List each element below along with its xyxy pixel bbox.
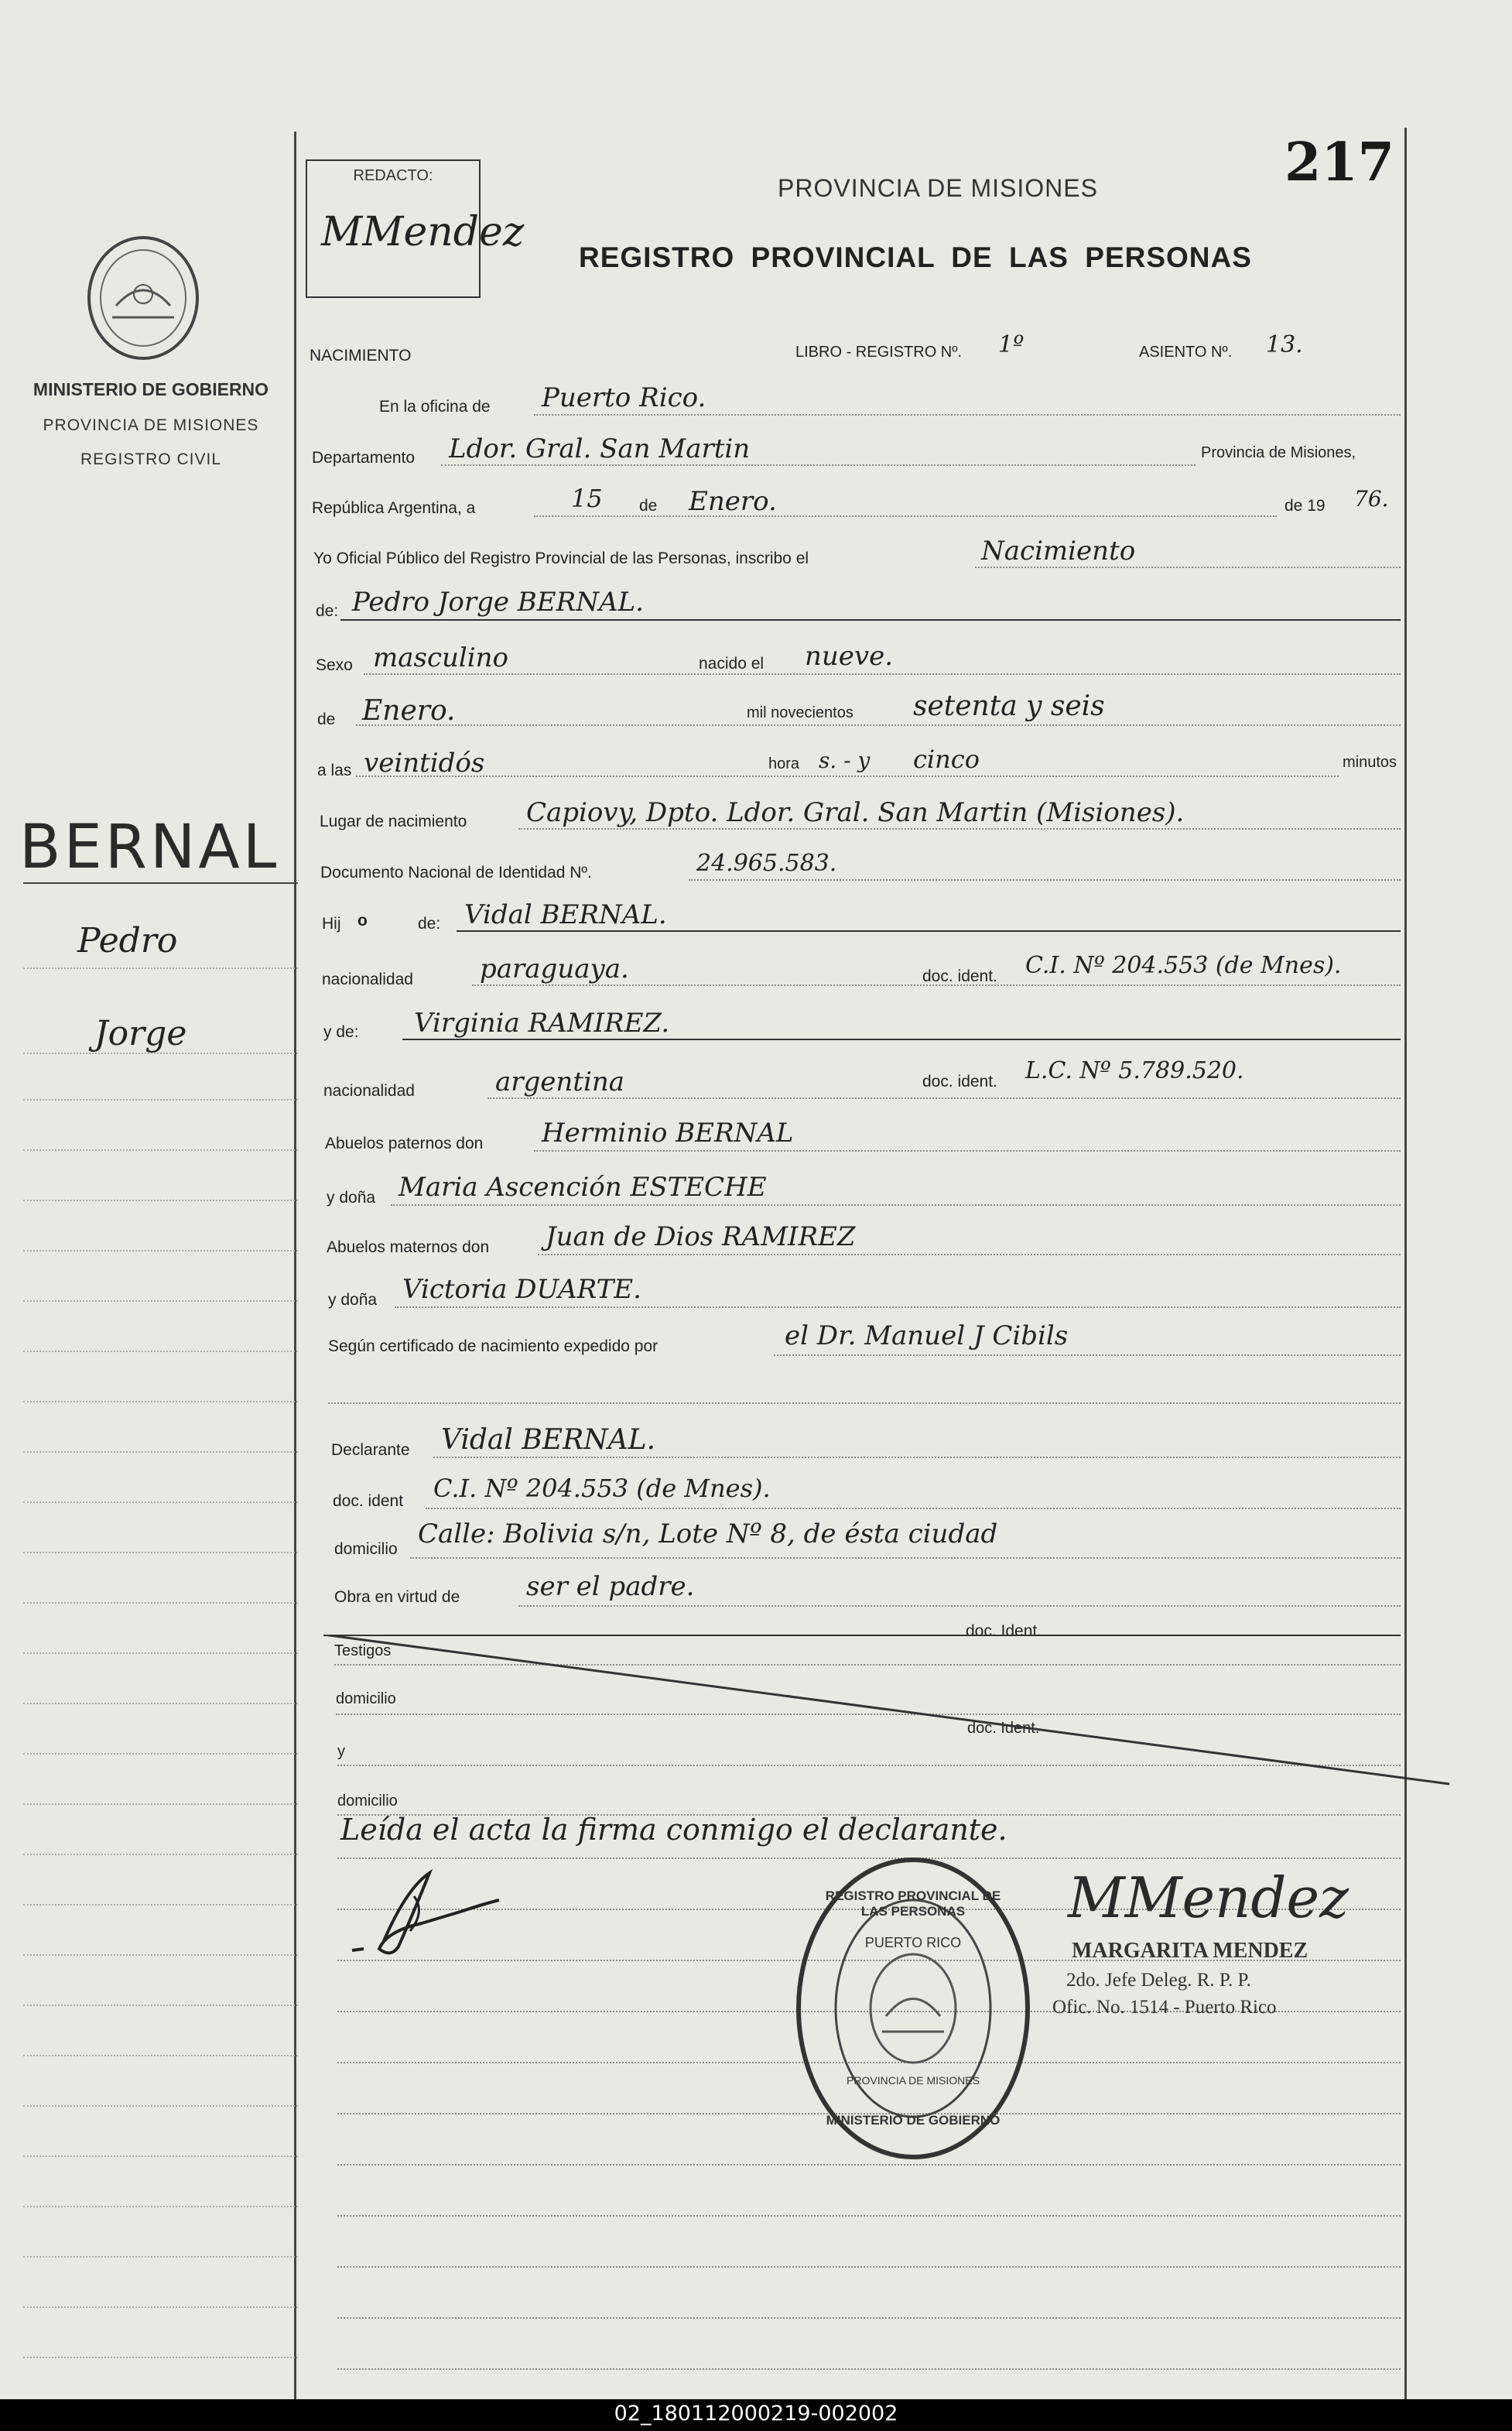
margin-rule — [23, 1099, 298, 1101]
row-dotted-line — [391, 1204, 1401, 1206]
margin-rule — [23, 967, 298, 969]
paternal-grandmother-label: y doña — [327, 1189, 376, 1207]
page-number: 217 — [1285, 132, 1394, 193]
mother-yde-label: y de: — [323, 1023, 359, 1041]
official-office: Ofic. No. 1514 - Puerto Rico — [1052, 1997, 1277, 2018]
birth-month-value: Enero. — [362, 695, 456, 727]
libro-value: 1º — [998, 331, 1025, 358]
margin-rule — [23, 2155, 298, 2157]
row-dotted-line — [410, 1557, 1401, 1559]
footer-filename: 02_180112000219-002002 — [614, 2402, 898, 2426]
margin-rule — [23, 1854, 298, 1855]
declarant-value: Vidal BERNAL. — [441, 1424, 656, 1456]
child-name-value: Pedro Jorge BERNAL. — [352, 587, 644, 618]
dni-value: 24.965.583. — [696, 850, 837, 877]
asiento-value: 13. — [1266, 331, 1303, 358]
nacido-label: nacido el — [699, 655, 765, 673]
year-label: de 19 — [1285, 497, 1326, 515]
row-dotted-line — [975, 567, 1401, 568]
declarant-address-label: domicilio — [334, 1540, 398, 1558]
margin-rule — [23, 1803, 298, 1805]
row-dotted-line — [337, 2368, 1401, 2370]
lugar-value: Capiovy, Dpto. Ldor. Gral. San Martin (Misiones). — [526, 797, 1185, 828]
name-de-label: de: — [316, 602, 339, 620]
hijo-de-label: de: — [418, 915, 441, 933]
oficial-label: Yo Oficial Público del Registro Provincial de las Personas, inscribo el — [313, 550, 809, 567]
witness1-address-label: domicilio — [336, 1690, 396, 1707]
witnesses-label: Testigos — [334, 1642, 392, 1659]
margin-rule — [23, 882, 298, 884]
margin-rule — [23, 1954, 298, 1956]
stamp-outer-text: REGISTRO PROVINCIAL DE LAS PERSONAS — [825, 1888, 1001, 1919]
libro-label: LIBRO - REGISTRO Nº. — [795, 344, 963, 361]
right-border-line — [1404, 128, 1407, 2399]
oficina-value: Puerto Rico. — [542, 382, 706, 413]
row-dotted-line — [356, 776, 1339, 777]
hour-value: veintidós — [364, 748, 485, 779]
margin-rule — [23, 1149, 298, 1151]
margin-rule — [23, 1652, 298, 1654]
name-underline — [340, 619, 1401, 621]
maternal-grandmother-label: y doña — [328, 1291, 378, 1309]
redacto-signature: MMendez — [321, 209, 525, 255]
margin-rule — [23, 1053, 298, 1054]
obra-value: ser el padre. — [526, 1571, 695, 1602]
de-label: de — [639, 497, 658, 515]
row-dotted-line — [337, 2215, 1401, 2217]
margin-rule — [23, 1300, 298, 1302]
redacto-label: REDACTO: — [353, 167, 433, 184]
margin-rule — [23, 2206, 298, 2207]
certificate-label: Según certificado de nacimiento expedido por — [328, 1337, 659, 1355]
margin-rule — [23, 1753, 298, 1755]
row-dotted-line — [534, 515, 1277, 517]
hora-label: hora — [768, 755, 800, 772]
mother-nationality-value: argentina — [495, 1067, 625, 1097]
oficina-label: En la oficina de — [379, 398, 491, 416]
departamento-label: Departamento — [312, 449, 416, 467]
margin-rule — [23, 2306, 298, 2308]
hora-mid-value: s. - y — [819, 748, 871, 773]
margin-rule — [23, 2357, 298, 2358]
mother-value: Virginia RAMIREZ. — [414, 1008, 670, 1039]
margin-rule — [23, 2005, 298, 2006]
declarant-doc-label: doc. ident — [333, 1492, 404, 1510]
witness-y-label: y — [337, 1743, 345, 1760]
margin-rule — [23, 2055, 298, 2056]
stamp-inner-top-text: PUERTO RICO — [864, 1935, 962, 1950]
stamp-inner-bottom-text: PROVINCIA DE MISIONES — [847, 2074, 980, 2087]
row-dotted-line — [364, 673, 1401, 675]
declarant-signature-icon — [337, 1857, 507, 1966]
stamp-bottom-text: MINISTERIO DE GOBIERNO — [826, 2113, 1001, 2128]
father-underline — [457, 930, 1401, 932]
declarant-label: Declarante — [331, 1441, 410, 1459]
row-dotted-line — [487, 1097, 1401, 1099]
mil-label: mil novecientos — [747, 704, 853, 721]
mother-underline — [402, 1039, 1401, 1040]
mother-doc-value: L.C. Nº 5.789.520. — [1025, 1057, 1244, 1084]
row-dotted-line — [534, 414, 1401, 416]
paternal-grandmother-value: Maria Ascención ESTECHE — [399, 1172, 767, 1203]
header-province: PROVINCIA DE MISIONES — [778, 174, 1098, 202]
row-dotted-line — [538, 1254, 1401, 1255]
row-dotted-line — [337, 2317, 1401, 2319]
margin-rule — [23, 1703, 298, 1704]
father-nationality-value: paraguaya. — [480, 954, 629, 984]
oficial-value: Nacimiento — [981, 536, 1136, 567]
margin-rule — [23, 1904, 298, 1905]
margin-rule — [23, 1250, 298, 1251]
row-dotted-line — [426, 1508, 1401, 1509]
header-registry: REGISTRO PROVINCIAL DE LAS PERSONAS — [579, 241, 1252, 273]
father-doc-label: doc. ident. — [922, 967, 997, 985]
row-dotted-line — [433, 1457, 1401, 1458]
ministry-registry: REGISTRO CIVIL — [80, 450, 222, 468]
margin-rule — [23, 2105, 298, 2107]
sexo-label: Sexo — [316, 656, 353, 674]
margin-rule — [23, 1501, 298, 1503]
strike-through-line — [323, 1635, 1453, 1789]
act-type-label: NACIMIENTO — [310, 347, 412, 365]
hijo-label: Hij — [322, 915, 341, 933]
day-value: 15 — [571, 484, 603, 513]
row-dotted-line — [395, 1306, 1401, 1308]
maternal-grandfather-label: Abuelos maternos don — [327, 1238, 490, 1256]
sexo-value: masculino — [373, 642, 509, 673]
row-dotted-line — [472, 984, 1401, 986]
republica-label: República Argentina, a — [312, 499, 476, 517]
margin-rule — [23, 2256, 298, 2258]
margin-rule — [23, 1351, 298, 1352]
row-dotted-line — [356, 724, 1401, 726]
margin-rule — [23, 1602, 298, 1604]
row-dotted-line — [689, 879, 1401, 881]
row-dotted-line — [518, 1605, 1401, 1607]
dni-label: Documento Nacional de Identidad Nº. — [320, 864, 592, 882]
lugar-label: Lugar de nacimiento — [320, 813, 467, 830]
official-signature: MMendez — [1068, 1865, 1350, 1930]
maternal-grandfather-value: Juan de Dios RAMIREZ — [546, 1221, 856, 1252]
obra-label: Obra en virtud de — [334, 1588, 460, 1606]
paternal-grandfather-value: Herminio BERNAL — [542, 1118, 794, 1149]
left-border-line — [294, 132, 296, 2399]
witness2-address-label: domicilio — [337, 1792, 398, 1810]
row-dotted-line — [774, 1354, 1401, 1356]
father-nationality-label: nacionalidad — [322, 971, 413, 988]
declarant-address-value: Calle: Bolivia s/n, Lote Nº 8, de ésta ciudad — [418, 1519, 998, 1549]
margin-rule — [23, 1200, 298, 1201]
minutos-label: minutos — [1343, 754, 1397, 771]
margin-rule — [23, 1401, 298, 1402]
hijo-suffix: o — [357, 912, 368, 930]
mother-nationality-label: nacionalidad — [323, 1082, 415, 1100]
margin-given-name-1: Pedro — [77, 921, 178, 960]
witness-doc-label-2: doc. Ident. — [967, 1720, 1040, 1737]
month-value: Enero. — [689, 486, 777, 517]
closing-statement: Leída el acta la firma conmigo el declarante. — [340, 1813, 1007, 1847]
redacto-box — [306, 159, 525, 298]
mother-doc-label: doc. ident. — [922, 1073, 997, 1091]
witness-doc-label: doc. Ident. — [966, 1622, 1042, 1640]
ministry-seal-icon — [81, 232, 205, 364]
margin-surname: BERNAL — [19, 813, 280, 882]
departamento-value: Ldor. Gral. San Martin — [449, 433, 751, 464]
margin-rule — [23, 1552, 298, 1553]
official-name: MARGARITA MENDEZ — [1072, 1939, 1308, 1963]
alas-label: a las — [317, 762, 352, 779]
ministry-province: PROVINCIA DE MISIONES — [43, 416, 259, 434]
ministry-title: MINISTERIO DE GOBIERNO — [32, 379, 269, 399]
declarant-doc-value: C.I. Nº 204.553 (de Mnes). — [433, 1474, 771, 1503]
mil-value: setenta y seis — [913, 690, 1105, 722]
father-doc-value: C.I. Nº 204.553 (de Mnes). — [1025, 952, 1342, 979]
row-dotted-line — [518, 828, 1401, 830]
certificate-value: el Dr. Manuel J Cibils — [785, 1320, 1069, 1351]
asiento-label: ASIENTO Nº. — [1139, 344, 1233, 361]
father-value: Vidal BERNAL. — [464, 899, 667, 930]
birth-month-de-label: de — [317, 710, 336, 728]
row-dotted-line — [441, 464, 1196, 466]
year-value: 76. — [1354, 486, 1389, 512]
official-title: 2do. Jefe Deleg. R. P. P. — [1066, 1970, 1251, 1991]
row-dotted-line — [337, 2266, 1401, 2268]
maternal-grandmother-value: Victoria DUARTE. — [402, 1274, 641, 1305]
margin-rule — [23, 1451, 298, 1453]
nacido-value: nueve. — [805, 641, 894, 672]
paternal-grandfather-label: Abuelos paternos don — [325, 1135, 484, 1152]
row-dotted-line — [328, 1402, 1401, 1404]
row-dotted-line — [534, 1150, 1401, 1152]
provincia-label: Provincia de Misiones, — [1201, 444, 1356, 461]
margin-given-name-2: Jorge — [94, 1014, 187, 1053]
minutes-value: cinco — [913, 745, 980, 774]
